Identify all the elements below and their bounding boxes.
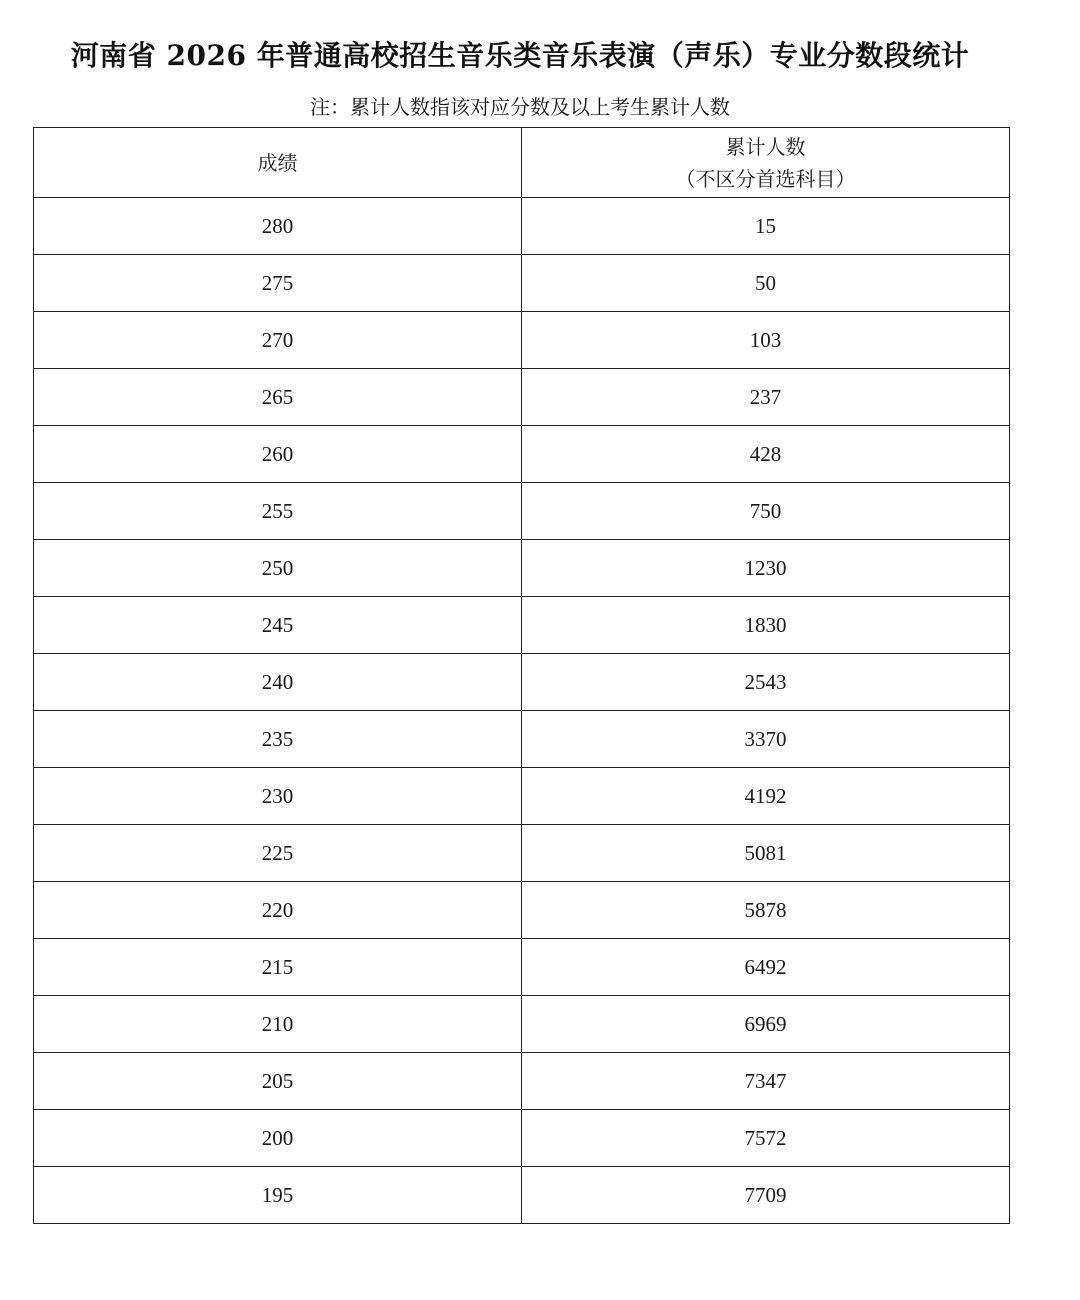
score-cell: 215 xyxy=(34,939,522,996)
cumulative-count-cell: 7709 xyxy=(522,1167,1010,1224)
score-cell: 255 xyxy=(34,483,522,540)
table-row xyxy=(34,768,1010,825)
score-cell: 220 xyxy=(34,882,522,939)
score-cell: 250 xyxy=(34,540,522,597)
cumulative-header-line2: （不区分首选科目） xyxy=(675,166,856,191)
table-row xyxy=(34,1053,1010,1110)
cumulative-count-cell: 6969 xyxy=(522,996,1010,1053)
score-cell: 195 xyxy=(34,1167,522,1224)
score-cell: 280 xyxy=(34,198,522,255)
score-cell: 210 xyxy=(34,996,522,1053)
score-cell: 260 xyxy=(34,426,522,483)
table-row xyxy=(34,939,1010,996)
score-cell: 235 xyxy=(34,711,522,768)
table-row xyxy=(34,483,1010,540)
table-row xyxy=(34,711,1010,768)
score-distribution-table xyxy=(33,127,1010,1224)
table-row xyxy=(34,198,1010,255)
table-row xyxy=(34,312,1010,369)
score-cell: 225 xyxy=(34,825,522,882)
score-cell: 275 xyxy=(34,255,522,312)
cumulative-count-cell: 103 xyxy=(522,312,1010,369)
cumulative-count-cell: 50 xyxy=(522,255,1010,312)
table-row xyxy=(34,654,1010,711)
table-row xyxy=(34,597,1010,654)
table-header xyxy=(34,128,1010,198)
cumulative-count-cell: 5081 xyxy=(522,825,1010,882)
table-row xyxy=(34,825,1010,882)
cumulative-count-cell: 428 xyxy=(522,426,1010,483)
table-row xyxy=(34,369,1010,426)
cumulative-count-cell: 7347 xyxy=(522,1053,1010,1110)
cumulative-count-cell: 15 xyxy=(522,198,1010,255)
cumulative-count-cell: 750 xyxy=(522,483,1010,540)
score-column-header: 成绩 xyxy=(34,128,522,198)
score-cell: 240 xyxy=(34,654,522,711)
cumulative-count-cell: 6492 xyxy=(522,939,1010,996)
cumulative-count-cell: 2543 xyxy=(522,654,1010,711)
table-row xyxy=(34,1167,1010,1224)
header-row xyxy=(34,128,1010,198)
table-row xyxy=(34,882,1010,939)
score-cell: 205 xyxy=(34,1053,522,1110)
cumulative-count-cell: 1830 xyxy=(522,597,1010,654)
table-row xyxy=(34,426,1010,483)
table-row xyxy=(34,996,1010,1053)
table-body xyxy=(34,198,1010,1224)
score-cell: 230 xyxy=(34,768,522,825)
table-row xyxy=(34,1110,1010,1167)
document-title: 河南省 2026 年普通高校招生音乐类音乐表演（声乐）专业分数段统计 xyxy=(70,39,970,72)
table-row xyxy=(34,255,1010,312)
cumulative-count-cell: 1230 xyxy=(522,540,1010,597)
score-cell: 270 xyxy=(34,312,522,369)
cumulative-count-cell: 4192 xyxy=(522,768,1010,825)
cumulative-count-cell: 3370 xyxy=(522,711,1010,768)
score-cell: 245 xyxy=(34,597,522,654)
score-cell: 265 xyxy=(34,369,522,426)
score-cell: 200 xyxy=(34,1110,522,1167)
cumulative-count-cell: 5878 xyxy=(522,882,1010,939)
table-note: 注：累计人数指该对应分数及以上考生累计人数 xyxy=(310,95,730,119)
cumulative-header-line1: 累计人数 xyxy=(725,134,806,159)
table-row xyxy=(34,540,1010,597)
cumulative-count-cell: 7572 xyxy=(522,1110,1010,1167)
cumulative-count-cell: 237 xyxy=(522,369,1010,426)
cumulative-column-header xyxy=(522,128,1010,198)
